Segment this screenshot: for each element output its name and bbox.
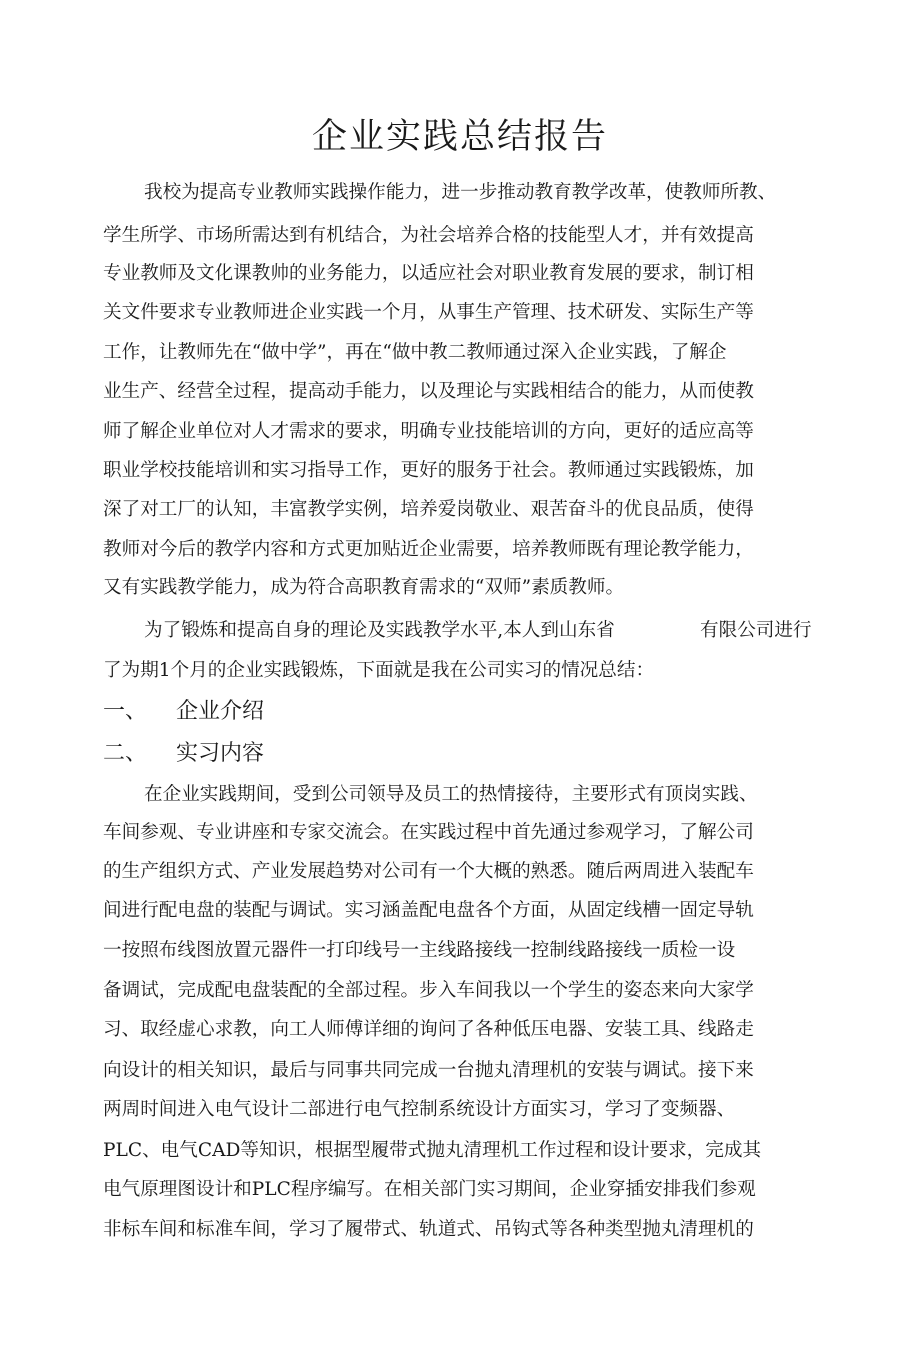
para2-line-2: 了为期1个月的企业实践锻炼，下面就是我在公司实习的情况总结： [103, 660, 655, 681]
section2-number: 二、 [103, 741, 148, 766]
section1-number: 一、 [103, 699, 148, 724]
para3-line-11: 电气原理图设计和PLC程序编写。在相关部门实习期间，企业穿插安排我们参观 [103, 1179, 756, 1200]
para2-line-1a: 为了锻炼和提高自身的理论及实践教学水平,本人到山东省 [144, 620, 615, 641]
para3-line-5: 一按照布线图放置元器件一打印线号一主线路接线一控制线路接线一质检一设 [103, 940, 736, 961]
para1-line-6: 业生产、经营全过程，提高动手能力，以及理论与实践相结合的能力，从而使教 [103, 381, 754, 402]
para3-line-12: 非标车间和标准车间，学习了履带式、轨道式、吊钩式等各种类型抛丸清理机的 [103, 1219, 754, 1240]
para1-line-9: 深了对工厂的认知，丰富教学实例，培养爱岗敬业、艰苦奋斗的优良品质，使得 [103, 499, 754, 520]
para3-line-6: 备调试，完成配电盘装配的全部过程。步入车间我以一个学生的姿态来向大家学 [103, 980, 754, 1001]
para1-line-7: 师了解企业单位对人才需求的要求，明确专业技能培训的方向，更好的适应高等 [103, 421, 754, 442]
para3-line-10: PLC、电气CAD等知识，根据型履带式抛丸清理机工作过程和设计要求，完成其 [103, 1140, 762, 1161]
para1-line-4: 关文件要求专业教师进企业实践一个月，从事生产管理、技术研发、实际生产等 [103, 302, 754, 323]
para3-line-4: 间进行配电盘的装配与调试。实习涵盖配电盘各个方面，从固定线槽一固定导轨 [103, 900, 754, 921]
para1-line-8: 职业学校技能培训和实习指导工作，更好的服务于社会。教师通过实践锻炼，加 [103, 460, 754, 481]
para1-line-11: 又有实践教学能力，成为符合高职教育需求的“双师”素质教师。 [103, 577, 625, 598]
para3-line-3: 的生产组织方式、产业发展趋势对公司有一个大概的熟悉。随后两周进入装配车 [103, 861, 754, 882]
para1-line-2: 学生所学、市场所需达到有机结合，为社会培养合格的技能型人才，并有效提高 [103, 225, 754, 246]
para1-line-10: 教师对今后的教学内容和方式更加贴近企业需要，培养教师既有理论教学能力， [103, 539, 754, 560]
para1-line-5: 工作，让教师先在“做中学”，再在“做中教二教师通过深入企业实践，了解企 [103, 342, 727, 363]
para3-line-1: 在企业实践期间，受到公司领导及员工的热情接待，主要形式有顶岗实践、 [144, 784, 758, 805]
para1-line-1: 我校为提高专业教师实践操作能力，进一步推动教育教学改革，使教师所教、 [144, 182, 777, 203]
section2-title: 实习内容 [176, 741, 265, 766]
para3-line-8: 向设计的相关知识，最后与同事共同完成一台抛丸清理机的安装与调试。接下来 [103, 1060, 754, 1081]
para2-line-1b: 有限公司进行 [700, 620, 812, 641]
para3-line-7: 习、取经虚心求教，向工人师傅详细的询问了各种低压电器、安装工具、线路走 [103, 1019, 754, 1040]
section1-title: 企业介绍 [176, 699, 265, 724]
para3-line-2: 车间参观、专业讲座和专家交流会。在实践过程中首先通过参观学习，了解公司 [103, 822, 754, 843]
para3-line-9: 两周时间进入电气设计二部进行电气控制系统设计方面实习，学习了变频器、 [103, 1099, 736, 1120]
document-title: 企业实践总结报告 [311, 117, 608, 157]
para1-line-3: 专业教师及文化课教帅的业务能力，以适应社会对职业教育发展的要求，制订相 [103, 263, 754, 284]
